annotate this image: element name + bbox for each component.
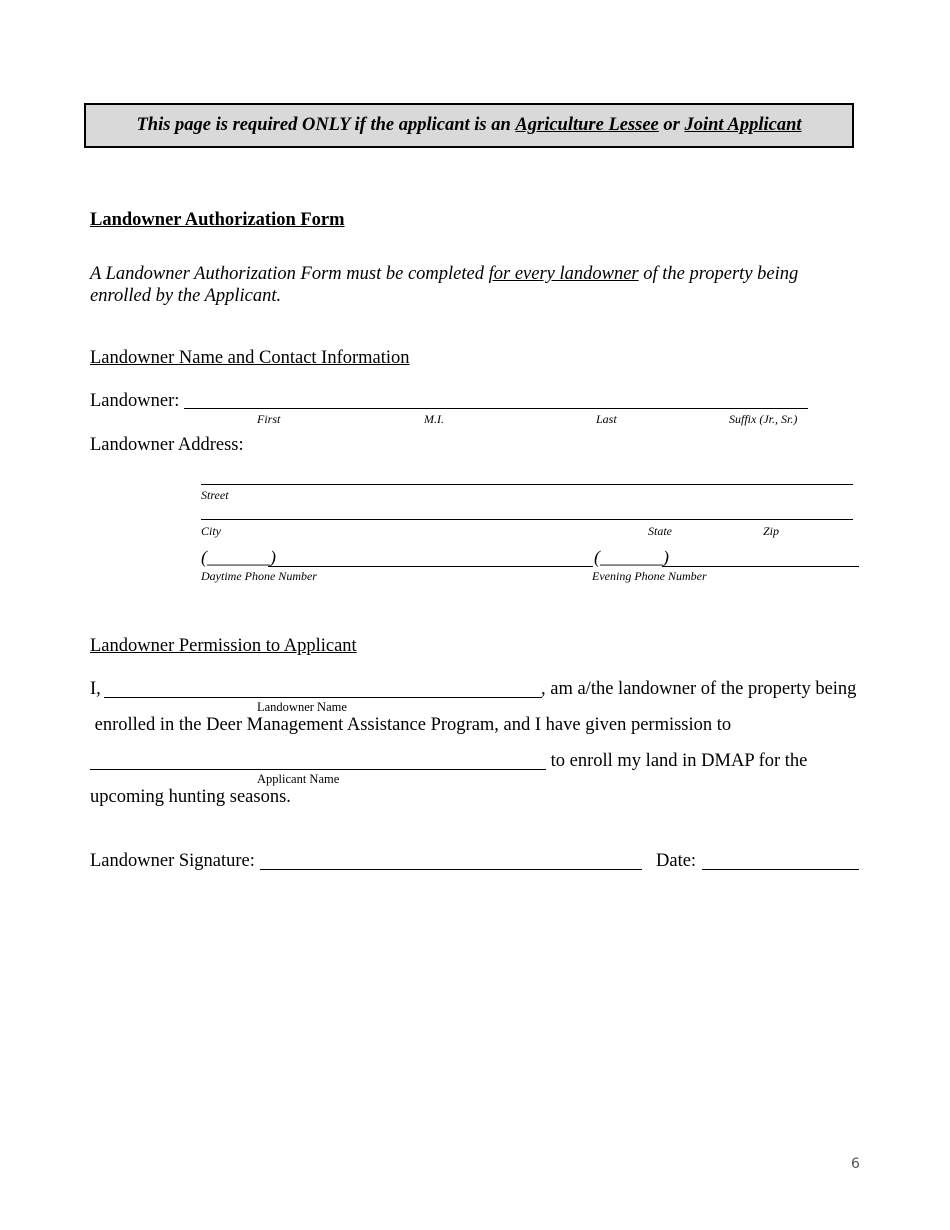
contact-section-heading: Landowner Name and Contact Information — [90, 348, 410, 368]
date-field[interactable] — [702, 869, 859, 870]
caption-state: State — [648, 524, 672, 538]
permission-line3-suffix: to enroll my land in DMAP for the — [546, 751, 808, 771]
intro-emphasis: for every landowner — [488, 264, 639, 284]
notice-prefix: This page is required ONLY if the applicant is an — [136, 115, 516, 135]
caption-daytime-phone: Daytime Phone Number — [201, 569, 317, 583]
permission-line2: enrolled in the Deer Management Assistance Program, and I have given permission to — [90, 715, 732, 735]
notice-term-joint-applicant: Joint Applicant — [684, 115, 802, 135]
signature-label: Landowner Signature: — [90, 851, 255, 871]
intro-suffix: of the property being enrolled by the Applicant. — [90, 264, 799, 306]
permission-line1-suffix: , am a/the landowner of the property being — [541, 679, 857, 699]
landowner-name-permission-field[interactable] — [104, 697, 542, 698]
caption-last: Last — [596, 412, 617, 426]
date-label: Date: — [656, 851, 697, 871]
notice-middle: or — [658, 115, 685, 135]
permission-section-heading: Landowner Permission to Applicant — [90, 636, 357, 656]
caption-zip: Zip — [763, 524, 780, 538]
address-label: Landowner Address: — [90, 435, 244, 455]
form-title: Landowner Authorization Form — [90, 210, 345, 230]
caption-street: Street — [201, 488, 229, 502]
caption-evening-phone: Evening Phone Number — [592, 569, 707, 583]
caption-first: First — [257, 412, 281, 426]
caption-city: City — [201, 524, 221, 538]
caption-mi: M.I. — [424, 412, 444, 426]
page-number: 6 — [851, 1156, 860, 1172]
landowner-name-field[interactable] — [184, 408, 808, 409]
daytime-area-code-field[interactable]: (_______) — [201, 547, 276, 567]
landowner-label: Landowner: — [90, 391, 180, 411]
notice-banner — [84, 103, 854, 148]
permission-line1-prefix: I, — [90, 679, 101, 699]
notice-term-agriculture-lessee: Agriculture Lessee — [515, 115, 659, 135]
caption-suffix: Suffix (Jr., Sr.) — [729, 412, 798, 426]
city-state-zip-field[interactable] — [201, 519, 853, 520]
permission-line4: upcoming hunting seasons. — [90, 787, 291, 807]
daytime-phone-field[interactable] — [268, 566, 593, 567]
signature-field[interactable] — [260, 869, 642, 870]
evening-phone-field[interactable] — [662, 566, 859, 567]
intro-paragraph — [90, 263, 850, 307]
applicant-name-field[interactable] — [90, 769, 546, 770]
intro-prefix: A Landowner Authorization Form must be completed — [90, 264, 489, 284]
street-field[interactable] — [201, 484, 853, 485]
caption-landowner-name: Landowner Name — [257, 700, 347, 714]
caption-applicant-name: Applicant Name — [257, 772, 340, 786]
evening-area-code-field[interactable]: (_______) — [594, 547, 669, 567]
